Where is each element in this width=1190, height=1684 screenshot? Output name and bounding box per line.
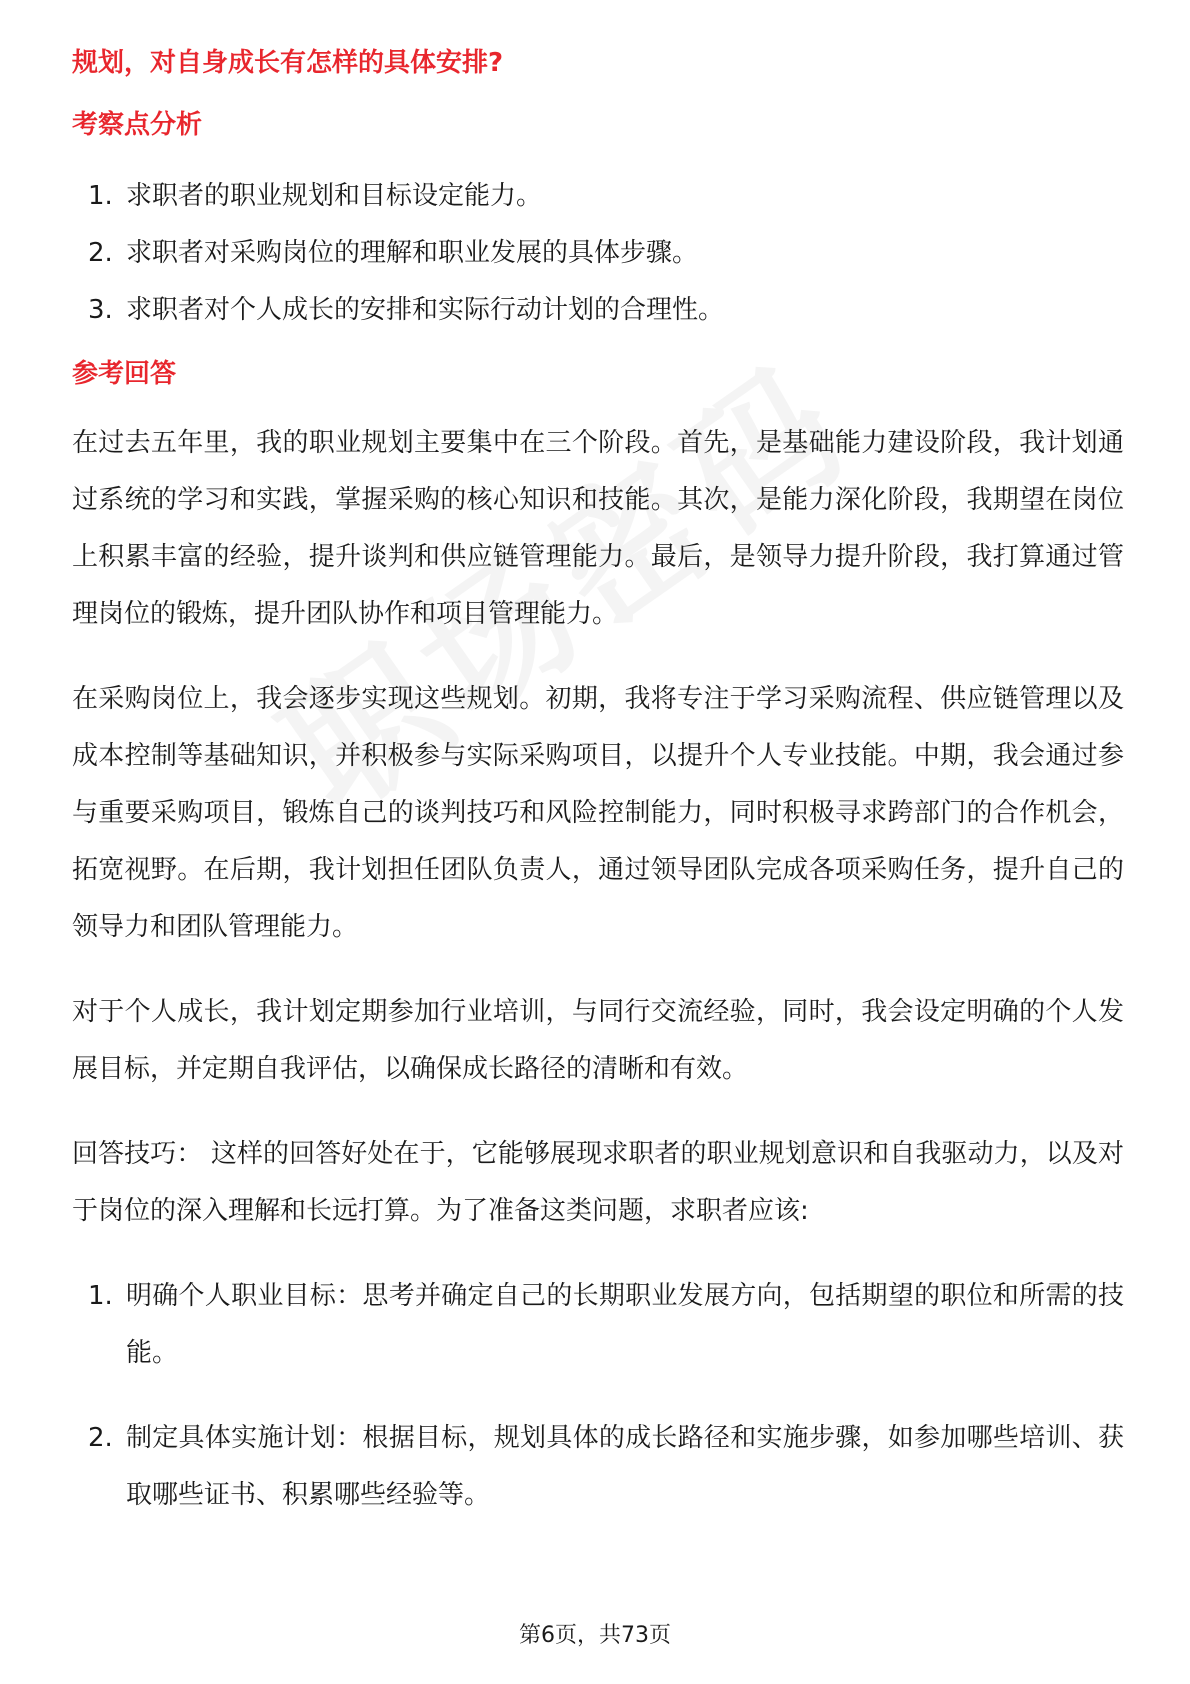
page-number-footer: 第6页，共73页 [519,1623,671,1648]
list-item-text: 求职者的职业规划和目标设定能力。 [126,181,543,211]
question-heading: 规划，对自身成长有怎样的具体安排? [72,48,504,78]
list-item-text: 求职者对采购岗位的理解和职业发展的具体步骤。 [126,238,699,268]
list-item-number: 3. [88,295,113,325]
answer-tips-paragraph: 回答技巧： 这样的回答好处在于，它能够展现求职者的职业规划意识和自我驱动力，以及对于岗位的深入理解和长远打算。为了准备这类问题，求职者应该: [72,1139,1124,1226]
document-page [72,44,1124,1552]
analysis-heading: 考察点分析 [72,110,203,140]
list-item-number: 1. [88,181,113,211]
list-item [72,168,1124,225]
list-item-text: 求职者对个人成长的安排和实际行动计划的合理性。 [126,295,725,325]
list-item [72,225,1124,282]
answer-paragraph: 在采购岗位上，我会逐步实现这些规划。初期，我将专注于学习采购流程、供应链管理以及成本控制等基础知识，并积极参与实际采购项目，以提升个人专业技能。中期，我会通过参与重要采购项目，锻炼自己的谈判技巧和风险控制能力，同时积极寻求跨部门的合作机会，拓宽视野。在后期，我计划担任团队负责人，通过领导团队完成各项采购任务，提升自己的领导力和团队管理能力。 [72,684,1124,942]
list-item-number: 2. [88,238,113,268]
list-item-number: 2. [88,1423,113,1453]
answer-paragraph: 在过去五年里，我的职业规划主要集中在三个阶段。首先，是基础能力建设阶段，我计划通过系统的学习和实践，掌握采购的核心知识和技能。其次，是能力深化阶段，我期望在岗位上积累丰富的经验，提升谈判和供应链管理能力。最后，是领导力提升阶段，我打算通过管理岗位的锻炼，提升团队协作和项目管理能力。 [72,428,1124,629]
answer-paragraph: 对于个人成长，我计划定期参加行业培训，与同行交流经验，同时，我会设定明确的个人发展目标，并定期自我评估，以确保成长路径的清晰和有效。 [72,997,1124,1084]
list-item [72,1410,1124,1524]
list-item-text: 明确个人职业目标：思考并确定自己的长期职业发展方向，包括期望的职位和所需的技能。 [126,1281,1124,1368]
list-item [72,282,1124,339]
list-item [72,1268,1124,1382]
answer-heading: 参考回答 [72,359,177,389]
tips-list [72,1268,1124,1524]
list-item-text: 制定具体实施计划：根据目标，规划具体的成长路径和实施步骤，如参加哪些培训、获取哪些证书、积累哪些经验等。 [126,1423,1124,1510]
list-item-number: 1. [88,1281,113,1311]
analysis-list [72,168,1124,339]
